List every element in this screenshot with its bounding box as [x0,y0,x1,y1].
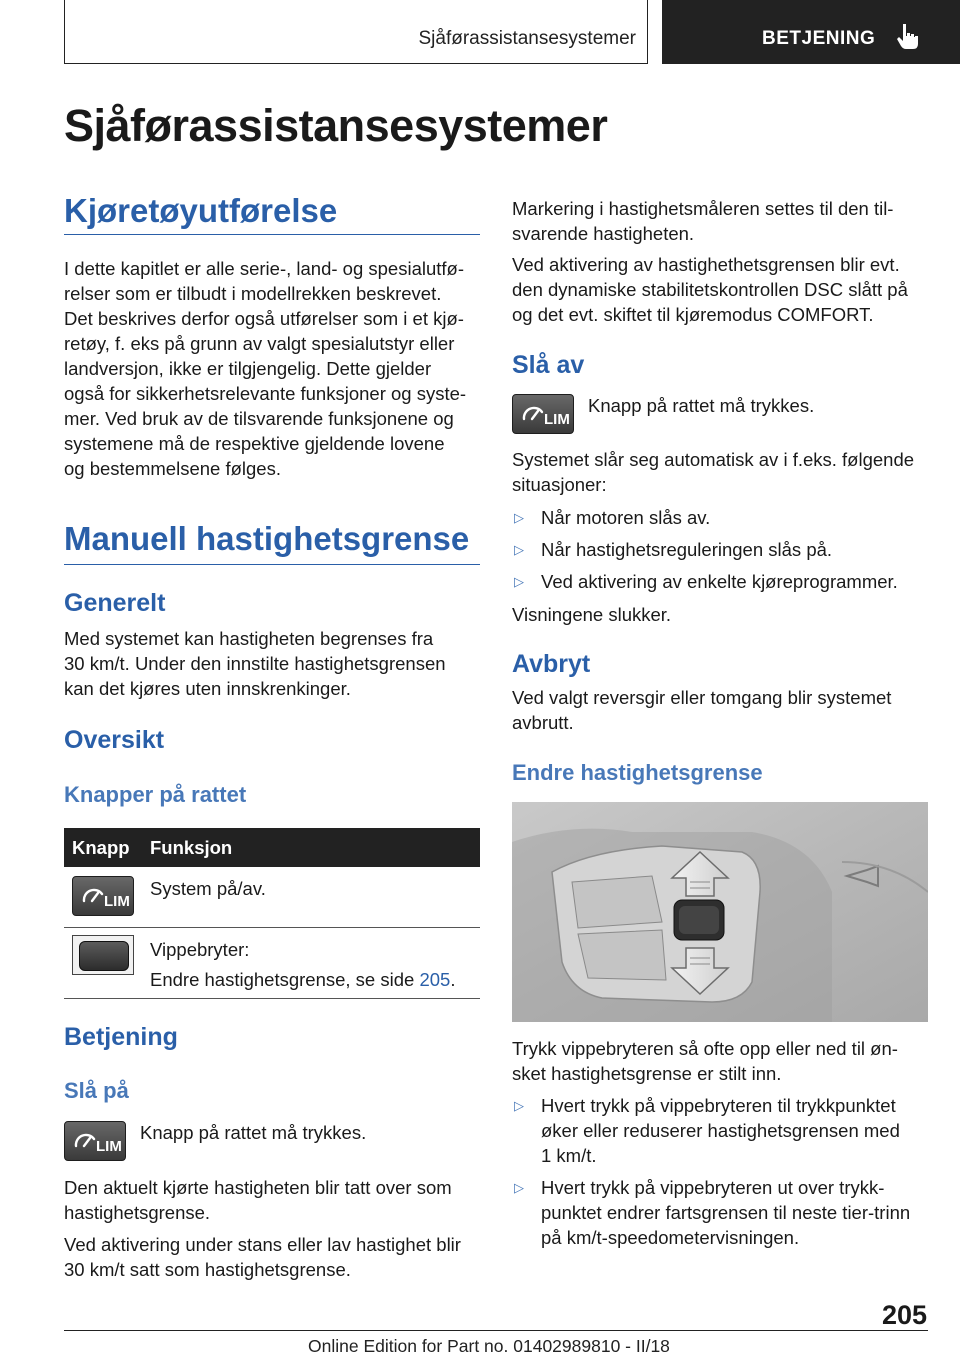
paragraph-auto-off: Systemet slår seg automatisk av i f.eks. følgende situasjoner: [512,449,915,495]
table-header-function: Funksjon [150,837,233,858]
rocker-switch-inner [79,941,129,971]
paragraph-marking: Markering i hastighetsmåleren settes til den til- svarende hastigheten. [512,198,894,244]
lim-button-icon [72,876,134,916]
list-item-text: Når motoren slås av. [541,507,711,528]
heading-operation: Betjening [64,1023,178,1051]
paragraph-general: Med systemet kan hastigheten begrenses fra 30 km/t. Under den innstilte hastighetsgrensen kan det kjøres uten innskrenkinger. [64,628,446,699]
header-section-title: Sjåførassistansesystemer [418,28,636,49]
speedometer-icon [65,1122,127,1162]
heading-rule [64,564,480,565]
period-text: . [450,969,456,990]
heading-switch-on: Slå på [64,1078,129,1103]
steering-wheel-illustration [512,802,928,1022]
paragraph-cancel: Ved valgt reversgir eller tomgang blir systemet avbrutt. [512,687,892,733]
heading-overview: Oversikt [64,726,165,754]
triangle-bullet-icon: ▷ [514,510,524,525]
list-item [512,505,932,530]
list-item-text: Når hastighetsreguleringen slås på. [541,539,833,560]
heading-rule [64,234,480,235]
heading-switch-off: Slå av [512,351,585,379]
speedometer-icon [513,395,575,435]
table-header-button: Knapp [72,837,130,858]
list-item [512,1175,932,1250]
paragraph-dsc: Ved aktivering av hastighethetsgrensen blir evt. den dynamiske stabilitetskontrollen DSC slått på og det evt. skiftet til kjøremodus COMFORT. [512,254,908,325]
triangle-bullet-icon: ▷ [514,542,524,557]
list-item-text: Hvert trykk på vippebryteren til trykkpunktet øker eller reduserer hastighetsgrensen med 1 km/t. [541,1095,900,1166]
lim-text: LIM [96,1138,122,1155]
paragraph-press-button-off: Knapp på rattet må trykkes. [588,395,815,416]
heading-vehicle-version: Kjøretøyutførelse [64,192,338,229]
paragraph-vehicle-version: I dette kapitlet er alle serie-, land- og spesialutfø- relser som er tilbudt i modellrekken beskrevet. Det beskrives derfor også utførelser som i et kjø- retøy, f. eks på grunn av valgt spesialutstyr eller landversjon, ikke er tilgjengelig. Dette gjelder også for sikkerhetsrelevante funksjoner og syste- mer. Ved bruk av de tilsvarende funksjonene og systemene må de respektive gjeldende lovene og bestemmelsene følges. [64,258,467,479]
triangle-bullet-icon: ▷ [514,574,524,589]
table-cell-function: System på/av. [150,878,266,899]
lim-text: LIM [104,893,130,910]
heading-manual-speed-limit: Manuell hastighetsgrense [64,520,470,557]
chapter-tab[interactable] [662,0,960,64]
list-item [512,1093,932,1168]
footer-rule [64,1330,928,1331]
table-header [64,828,480,867]
table-row-divider [64,927,480,928]
paragraph-display-off: Visningene slukker. [512,604,672,625]
chapter-tab-label: BETJENING [762,28,876,49]
hand-pointer-icon [894,22,924,52]
heading-general: Generelt [64,589,166,617]
heading-change-limit: Endre hastighetsgrense [512,760,763,785]
paragraph-press-button: Knapp på rattet må trykkes. [140,1122,367,1143]
list-item-text: Ved aktivering av enkelte kjøreprogrammer. [541,571,898,592]
lim-button-icon [64,1121,126,1161]
triangle-bullet-icon: ▷ [514,1098,524,1113]
list-item [512,569,932,594]
paragraph-low-speed: Ved aktivering under stans eller lav hastighet blir 30 km/t satt som hastighetsgrense. [64,1234,461,1280]
lim-button-icon [512,394,574,434]
page-title: Sjåførassistansesystemer [64,100,608,151]
page-link[interactable]: 205 [419,969,451,990]
table-cell-function: Vippebryter: [150,939,250,960]
triangle-bullet-icon: ▷ [514,1180,524,1195]
paragraph-press-rocker: Trykk vippebryteren så ofte opp eller ned til øn- sket hastighetsgrense er stilt inn. [512,1038,898,1084]
paragraph-current-speed: Den aktuelt kjørte hastigheten blir tatt over som hastighetsgrense. [64,1177,452,1223]
footer-edition: Online Edition for Part no. 01402989810 - II/18 [308,1336,670,1356]
steering-wheel-photo [512,802,928,1022]
heading-steering-buttons: Knapper på rattet [64,782,247,807]
page-number: 205 [882,1300,928,1330]
lim-text: LIM [544,411,570,428]
list-item-text: Hvert trykk på vippebryteren ut over trykk- punktet endrer fartsgrensen til neste tier-trinn på km/t-speedometervisningen. [541,1177,911,1248]
see-page-text: Endre hastighetsgrense, se side [150,969,420,990]
speedometer-icon [73,877,135,917]
table-row-divider [64,998,480,999]
table-cell-function [150,967,455,992]
rocker-switch-icon [72,935,134,975]
heading-cancel: Avbryt [512,650,591,678]
list-item [512,537,932,562]
